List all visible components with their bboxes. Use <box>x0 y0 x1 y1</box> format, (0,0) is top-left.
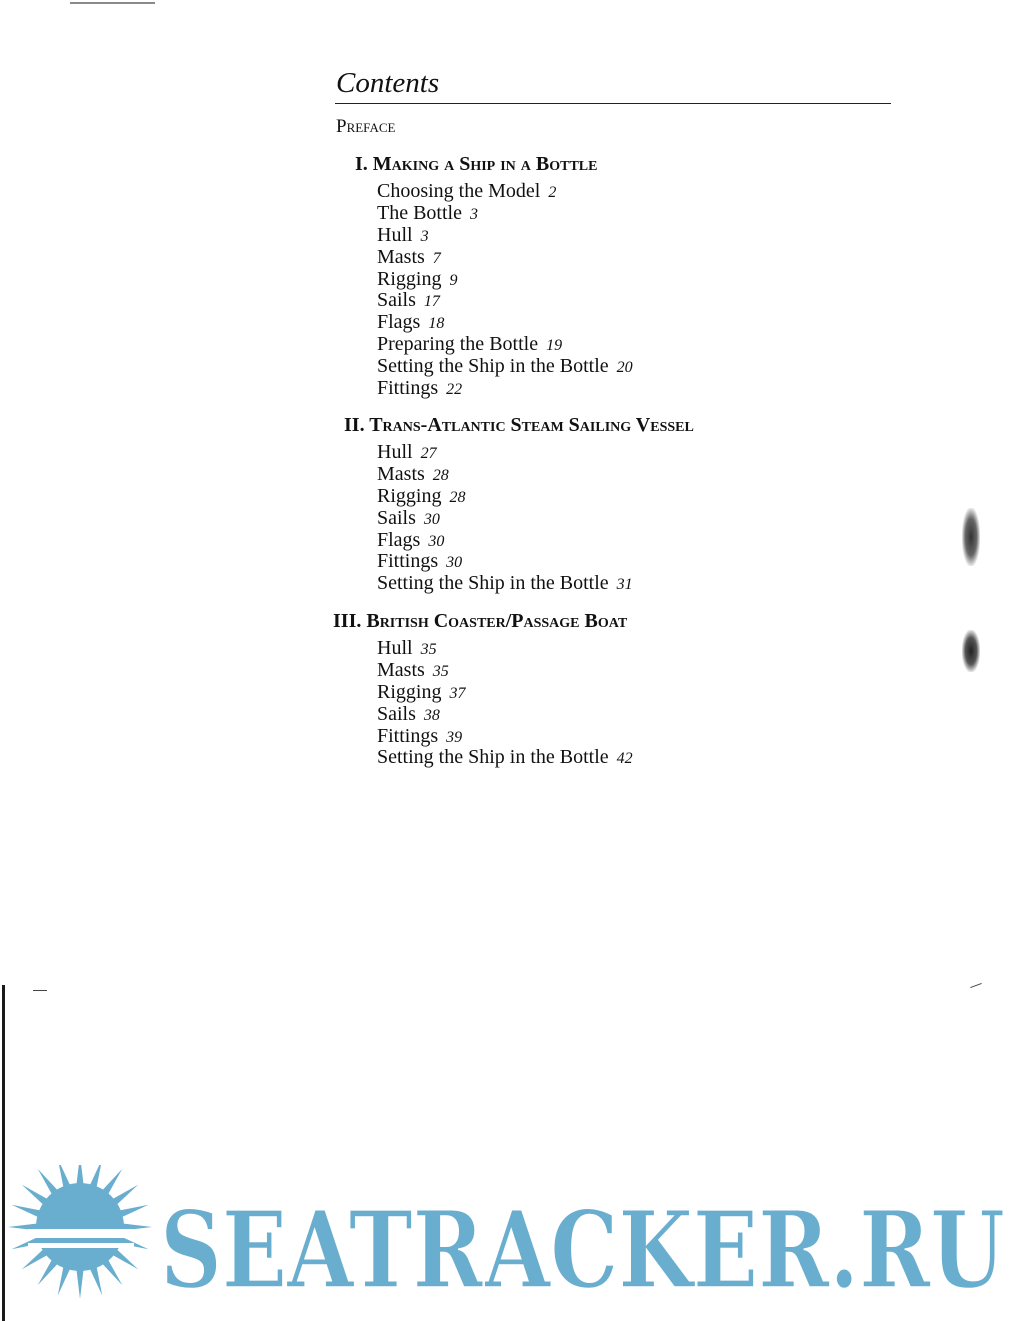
entry-page: 19 <box>546 337 563 355</box>
entry-label: Fittings <box>377 377 439 400</box>
toc-entry <box>377 203 633 225</box>
entry-page: 35 <box>432 662 449 680</box>
entry-label: Hull <box>377 441 413 463</box>
entry-page: 35 <box>420 641 437 658</box>
toc-entry <box>377 638 633 660</box>
sun-ray <box>12 1205 42 1218</box>
entry-label: Masts <box>377 462 425 485</box>
entry-page: 18 <box>428 315 445 333</box>
toc-entry <box>377 682 633 704</box>
toc-entry <box>377 464 633 486</box>
entry-label: Choosing the Model <box>377 180 541 202</box>
entry-page: 39 <box>446 728 463 746</box>
scan-artifact <box>70 2 155 4</box>
toc-entry <box>377 334 633 356</box>
entry-label: Flags <box>377 528 421 551</box>
toc-entry <box>377 573 633 595</box>
sun-ray <box>119 1205 149 1218</box>
entry-page: 38 <box>423 706 440 724</box>
entry-label: The Bottle <box>377 201 462 224</box>
toc-entry <box>377 312 633 334</box>
entry-page: 3 <box>469 205 478 223</box>
page-title: Contents <box>336 67 440 99</box>
toc-entry <box>377 660 633 682</box>
chapter-heading: III. British Coaster/Passage Boat <box>333 610 628 632</box>
chapter-entries <box>377 638 633 769</box>
toc-entry <box>377 508 633 530</box>
entry-label: Setting the Ship in the Bottle <box>377 572 609 595</box>
toc-entry <box>377 726 633 748</box>
toc-entry <box>377 290 633 312</box>
sun-icon <box>8 1165 152 1299</box>
toc-entry <box>377 486 633 508</box>
entry-label: Hull <box>377 637 413 659</box>
entry-page: 7 <box>432 249 441 267</box>
entry-label: Sails <box>377 506 416 529</box>
entry-page: 9 <box>449 271 458 289</box>
entry-label: Fittings <box>377 724 439 747</box>
entry-label: Setting the Ship in the Bottle <box>377 355 609 378</box>
toc-entry <box>377 378 633 400</box>
entry-page: 3 <box>420 227 429 245</box>
entry-label: Hull <box>377 223 413 246</box>
entry-page: 30 <box>423 510 440 528</box>
toc-entry <box>377 551 633 573</box>
entry-label: Flags <box>377 311 421 334</box>
scan-artifact <box>962 630 980 672</box>
sun-ray <box>58 1266 71 1296</box>
watermark-text: SEATRACKER.RU <box>160 1187 1005 1305</box>
chapter-heading: II. Trans-Atlantic Steam Sailing Vessel <box>344 414 694 436</box>
entry-label: Sails <box>377 289 416 312</box>
scan-artifact <box>33 990 47 991</box>
toc-entry <box>377 247 633 269</box>
entry-page: 31 <box>616 576 633 594</box>
toc-entry <box>377 225 633 247</box>
entry-label: Preparing the Bottle <box>377 333 539 356</box>
toc-entry <box>377 747 633 769</box>
entry-page: 20 <box>616 359 633 377</box>
entry-page: 42 <box>616 750 633 768</box>
toc-preface: Preface <box>336 116 396 137</box>
sun-ray <box>76 1269 83 1299</box>
entry-page: 2 <box>548 184 557 201</box>
chapter-heading: I. Making a Ship in a Bottle <box>355 153 598 175</box>
title-rule <box>335 103 891 104</box>
entry-label: Setting the Ship in the Bottle <box>377 746 609 769</box>
toc-entry <box>377 704 633 726</box>
toc-entry <box>377 181 633 203</box>
entry-page: 30 <box>446 554 463 572</box>
chapter-entries <box>377 442 633 595</box>
entry-label: Rigging <box>377 267 442 290</box>
toc-entry <box>377 356 633 378</box>
chapter-entries <box>377 181 633 400</box>
entry-label: Rigging <box>377 680 442 703</box>
sun-ray <box>76 1165 83 1185</box>
entry-page: 28 <box>432 466 449 484</box>
entry-label: Masts <box>377 245 425 268</box>
entry-label: Masts <box>377 658 425 681</box>
toc-entry <box>377 442 633 464</box>
scan-artifact <box>970 983 982 988</box>
entry-label: Fittings <box>377 550 439 573</box>
entry-label: Sails <box>377 702 416 725</box>
entry-page: 17 <box>423 293 440 311</box>
entry-page: 37 <box>449 684 466 702</box>
watermark <box>0 1165 1021 1305</box>
entry-page: 27 <box>420 445 437 462</box>
toc-entry <box>377 530 633 552</box>
entry-label: Rigging <box>377 484 442 507</box>
entry-page: 28 <box>449 488 466 506</box>
sun-ray <box>89 1266 102 1296</box>
toc-entry <box>377 269 633 291</box>
entry-page: 30 <box>428 532 445 550</box>
entry-page: 22 <box>446 381 463 399</box>
scan-artifact <box>962 508 980 566</box>
